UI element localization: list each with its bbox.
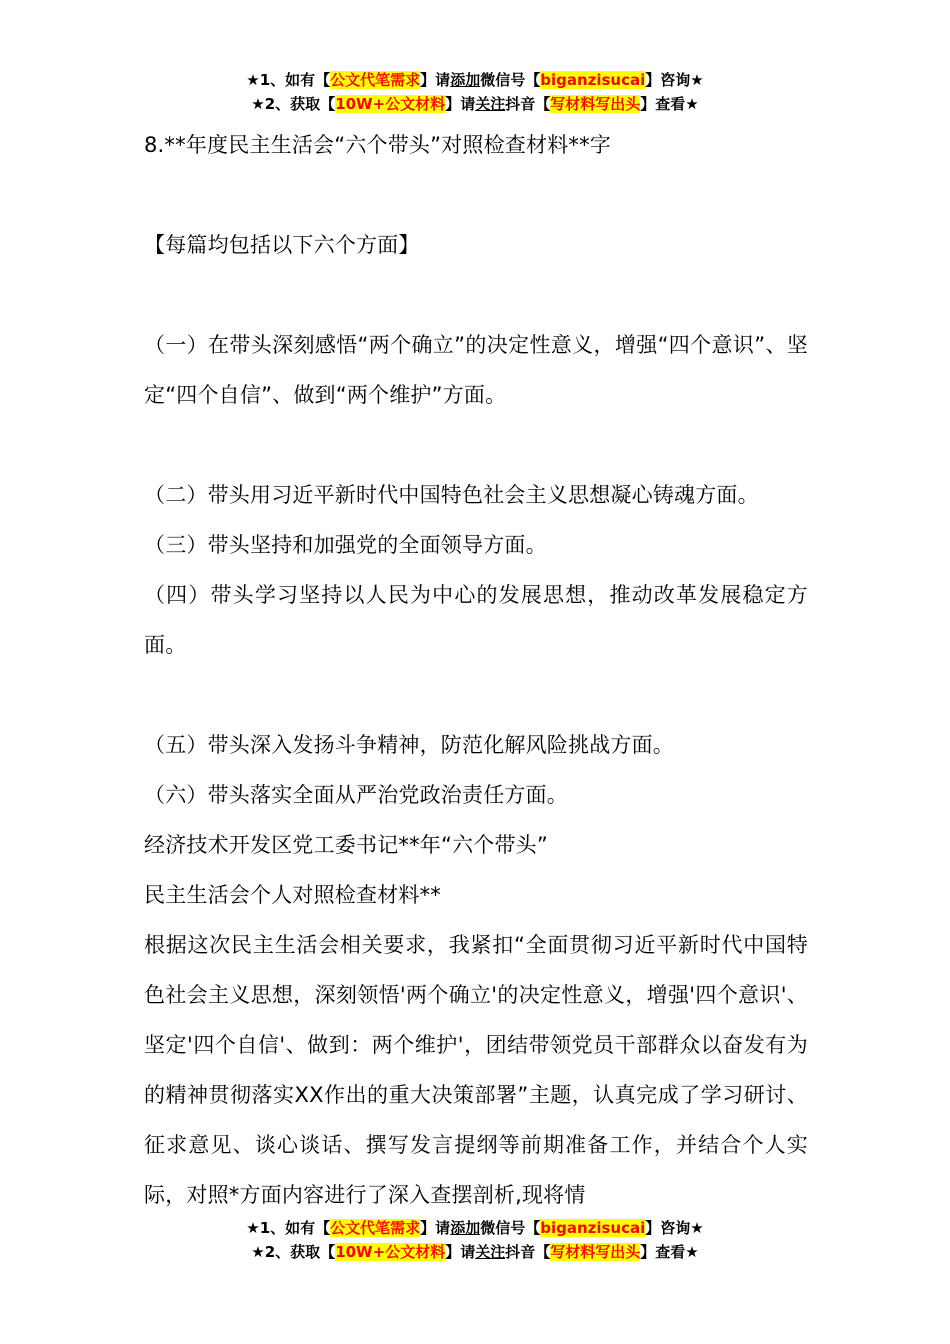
promo-text: 抖音【 [505,1243,551,1261]
promo-highlight: biganzisucai [540,71,646,89]
promo-text: 】查看★ [640,95,699,113]
spacer [144,670,808,720]
promo-text: ★1、如有【 [246,1219,331,1237]
promo-highlight: 公文代笔需求 [330,1219,421,1237]
aspect-item-5: （五）带头深入发扬斗争精神，防范化解风险挑战方面。 [144,733,674,757]
promo-line-1 [0,1216,950,1240]
promo-banner-top [0,68,950,116]
spacer [144,170,808,220]
promo-text: 】请 [420,71,451,89]
body-paragraph: 根据这次民主生活会相关要求，我紧扣“全面贯彻习近平新时代中国特色社会主义思想，深刻领悟'两个确立'的决定性意义，增强'四个意识'、坚定'四个自信'、做到：两个维护'，团结带领党员干部群众以奋发有为的精神贯彻落实XX作出的重大决策部署”主题，认真完成了学习研讨、征求意见、谈心谈话、撰写发言提纲等前期准备工作，并结合个人实际，对照*方面内容进行了深入查摆剖析,现将情 [144,933,808,1207]
promo-text: 】请 [420,1219,451,1237]
promo-highlight: 10W+公文材料 [335,1243,446,1261]
promo-highlight: 写材料写出头 [550,1243,641,1261]
spacer [144,270,808,320]
promo-underlined-text: 关注 [475,1243,506,1261]
promo-highlight: 10W+公文材料 [335,95,446,113]
promo-line-2 [0,1240,950,1264]
aspect-item-4: （四）带头学习坚持以人民为中心的发展思想，推动改革发展稳定方面。 [144,583,808,657]
promo-text: 】咨询★ [645,1219,704,1237]
aspect-item-6: （六）带头落实全面从严治党政治责任方面。 [144,783,568,807]
promo-text: 抖音【 [505,95,551,113]
aspects-note: 【每篇均包括以下六个方面】 [144,233,420,257]
promo-text: ★2、获取【 [251,1243,336,1261]
promo-underlined-text: 添加 [450,71,481,89]
promo-text: 】查看★ [640,1243,699,1261]
promo-text: 】请 [445,1243,476,1261]
document-body [144,120,808,1220]
promo-highlight: 写材料写出头 [550,95,641,113]
promo-underlined-text: 添加 [450,1219,481,1237]
promo-underlined-text: 关注 [475,95,506,113]
subtitle-line-1: 经济技术开发区党工委书记**年“六个带头” [144,833,548,857]
subtitle-line-2: 民主生活会个人对照检查材料** [144,883,441,907]
aspect-item-3: （三）带头坚持和加强党的全面领导方面。 [144,533,547,557]
promo-text: 微信号【 [480,1219,541,1237]
aspect-item-2: （二）带头用习近平新时代中国特色社会主义思想凝心铸魂方面。 [144,483,759,507]
document-title: 8.**年度民主生活会“六个带头”对照检查材料**字 [144,133,611,157]
spacer [144,420,808,470]
promo-highlight: biganzisucai [540,1219,646,1237]
promo-banner-bottom [0,1216,950,1264]
promo-highlight: 公文代笔需求 [330,71,421,89]
aspect-item-1: （一）在带头深刻感悟“两个确立”的决定性意义，增强“四个意识”、坚定“四个自信”、做到“两个维护”方面。 [144,333,808,407]
promo-text: 】咨询★ [645,71,704,89]
promo-text: ★2、获取【 [251,95,336,113]
promo-line-2 [0,92,950,116]
promo-line-1 [0,68,950,92]
promo-text: 微信号【 [480,71,541,89]
promo-text: 】请 [445,95,476,113]
promo-text: ★1、如有【 [246,71,331,89]
